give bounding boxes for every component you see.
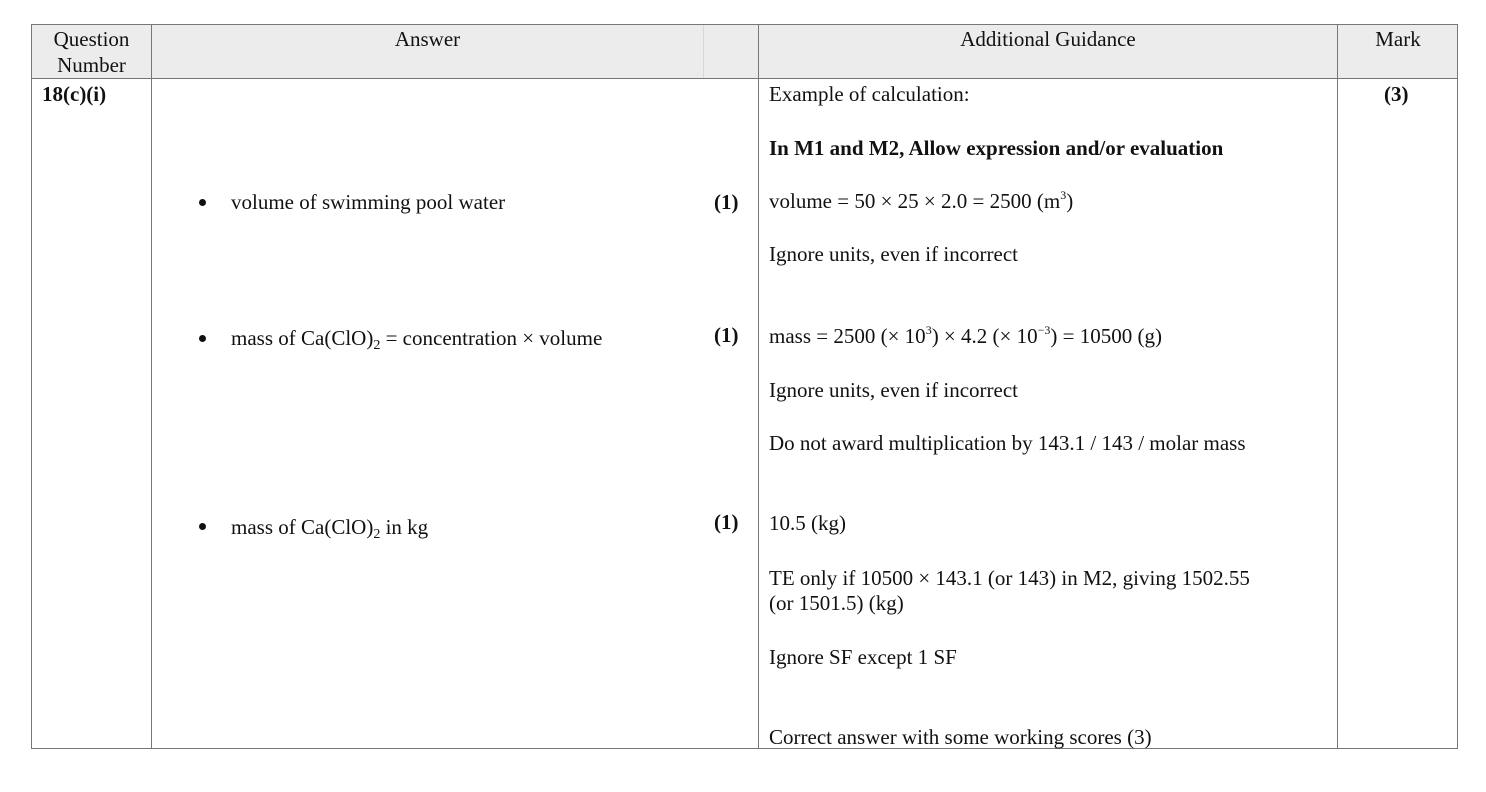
header-question-number <box>32 26 151 78</box>
guidance-allow: In M1 and M2, Allow expression and/or evaluation <box>769 136 1224 160</box>
answer-mark-2: (1) <box>714 323 739 347</box>
column-divider <box>758 25 759 748</box>
guidance-ignore-sf: Ignore SF except 1 SF <box>769 645 957 669</box>
answer-item-1: volume of swimming pool water <box>231 190 506 214</box>
guidance-correct-answer: Correct answer with some working scores (3) <box>769 725 1152 749</box>
guidance-te-line1: TE only if 10500 × 143.1 (or 143) in M2, giving 1502.55 <box>769 566 1250 590</box>
bullet-icon <box>199 199 206 206</box>
header-divider <box>703 25 704 78</box>
answer-mark-1: (1) <box>714 190 739 214</box>
answer-item-3: mass of $Ca(ClO)_2$ in kg <box>231 515 429 542</box>
question-number: 18(c)(i) <box>42 82 107 106</box>
guidance-mass: mass = 2500 (× $10^3) \times 4.2$ (× $10^{-3}) = 10500$ (g) <box>769 323 1162 348</box>
answer-item-2: mass of $Ca(ClO)_2$ = concentration × volume <box>231 326 603 353</box>
header-question-line1: Question <box>53 27 130 51</box>
guidance-ignore-units-1: Ignore units, even if incorrect <box>769 242 1018 266</box>
guidance-do-not-award: Do not award multiplication by 143.1 / 143 / molar mass <box>769 431 1246 455</box>
answer-mark-3: (1) <box>714 510 739 534</box>
total-mark: (3) <box>1384 82 1409 106</box>
bullet-icon <box>199 335 206 342</box>
guidance-answer-kg: 10.5 (kg) <box>769 511 846 535</box>
mark-scheme-table <box>31 24 1458 749</box>
header-answer: Answer <box>394 27 461 51</box>
guidance-ignore-units-2: Ignore units, even if incorrect <box>769 378 1018 402</box>
guidance-example: Example of calculation: <box>769 82 970 106</box>
column-divider <box>1337 25 1338 748</box>
guidance-te-line2: (or 1501.5) (kg) <box>769 591 904 615</box>
header-mark: Mark <box>1375 27 1421 51</box>
header-question-line2: Number <box>57 53 126 77</box>
guidance-volume: volume = 50 × 25 × 2.0 = 2500 $(m^3)$ <box>769 188 1074 213</box>
header-guidance: Additional Guidance <box>960 27 1136 51</box>
bullet-icon <box>199 523 206 530</box>
column-divider <box>151 25 152 748</box>
